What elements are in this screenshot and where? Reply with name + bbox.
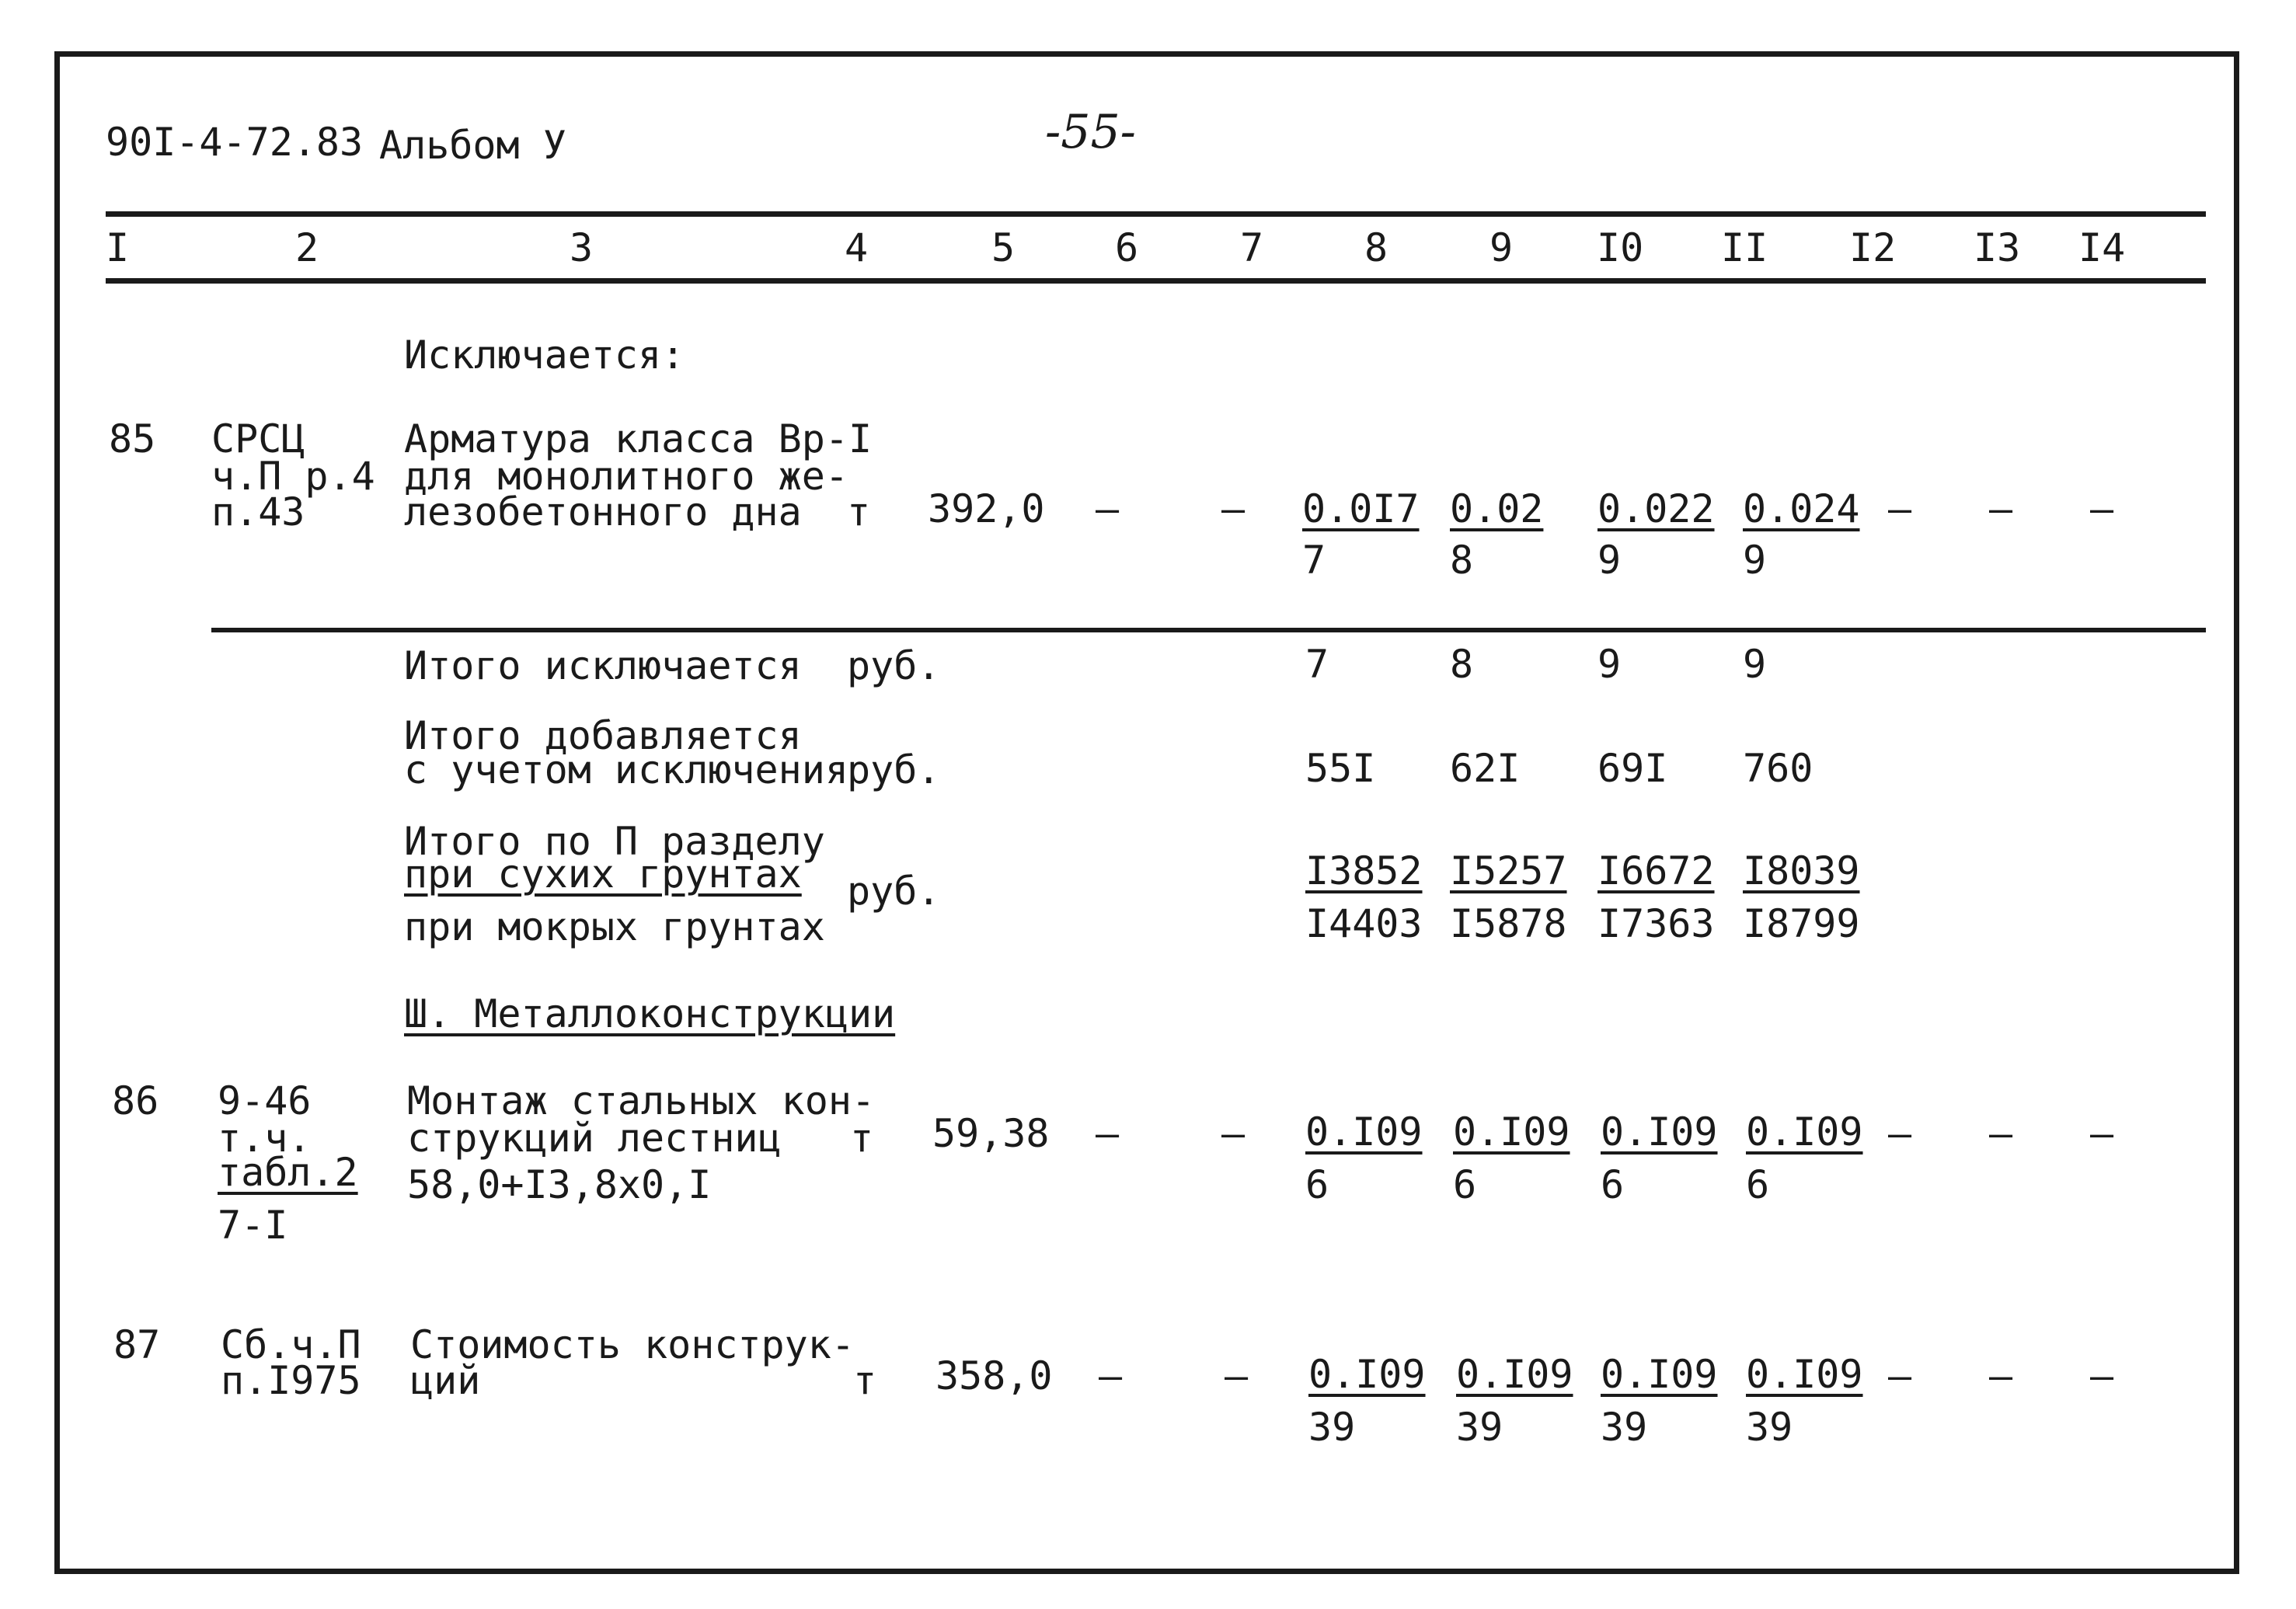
section2-dry-value: I3852	[1305, 848, 1423, 893]
row-col12: –	[1888, 486, 1912, 531]
total-excluded-value: 8	[1450, 642, 1474, 687]
rate-value: 0.I09	[1746, 1109, 1863, 1155]
row-col13: –	[1989, 1111, 2013, 1156]
row-col14: –	[2090, 1353, 2114, 1398]
row-unit: т	[847, 489, 871, 535]
col-header-2: 2	[295, 225, 319, 270]
row-col12: –	[1888, 1111, 1912, 1156]
section3-title: Ш. Металлоконструкции	[404, 991, 896, 1036]
cost-value: 39	[1746, 1405, 1793, 1450]
row-reference: п.I975	[221, 1358, 361, 1403]
row-col12: –	[1888, 1353, 1912, 1398]
row-reference: т.ч.	[218, 1116, 312, 1161]
total-excluded-value: 9	[1743, 642, 1767, 687]
section2-dry-value: I8039	[1743, 848, 1860, 893]
doc-code: 90I-4-72.83	[106, 120, 364, 165]
row-reference: ч.П р.4	[211, 454, 375, 499]
col-header-13: I3	[1974, 225, 2021, 270]
cost-value: 9	[1597, 538, 1622, 583]
total-added-unit: руб.	[847, 747, 941, 792]
rate-value: 0.I09	[1308, 1352, 1426, 1397]
row-unit: т	[853, 1358, 877, 1403]
rate-value: 0.I09	[1746, 1352, 1863, 1397]
row-reference: 7-I	[218, 1203, 288, 1248]
total-excluded-value: 7	[1305, 642, 1329, 687]
row-col13: –	[1989, 486, 2013, 531]
col-header-14: I4	[2078, 225, 2126, 270]
total-added-value: 760	[1743, 746, 1813, 791]
rate-value: 0.I09	[1601, 1352, 1718, 1397]
cost-value: 39	[1456, 1405, 1503, 1450]
row-col6: –	[1096, 1111, 1120, 1156]
row-description: Стоимость конструк-	[410, 1322, 855, 1367]
row-col14: –	[2090, 1111, 2114, 1156]
cost-value: 39	[1308, 1405, 1356, 1450]
section2-wet-value: I8799	[1743, 901, 1860, 946]
total-excluded-unit: руб.	[847, 643, 941, 688]
row-description: струкций лестниц	[407, 1116, 782, 1161]
rate-value: 0.0I7	[1302, 486, 1420, 531]
rate-value: 0.024	[1743, 486, 1860, 531]
row-col7: –	[1221, 486, 1246, 531]
row-description: для монолитного же-	[404, 454, 848, 499]
row-reference: п.43	[211, 489, 305, 535]
row-col14: –	[2090, 486, 2114, 531]
rate-value: 0.I09	[1456, 1352, 1573, 1397]
section2-wet-value: I5878	[1450, 901, 1567, 946]
section2-dry-value: I5257	[1450, 848, 1567, 893]
cost-value: 8	[1450, 538, 1474, 583]
row-quantity: 358,0	[935, 1353, 1053, 1398]
col-header-8: 8	[1364, 225, 1388, 270]
rate-value: 0.02	[1450, 486, 1544, 531]
row-col7: –	[1225, 1353, 1249, 1398]
cost-value: 39	[1601, 1405, 1648, 1450]
row-quantity: 392,0	[928, 486, 1045, 531]
rate-value: 0.022	[1597, 486, 1715, 531]
col-header-12: I2	[1849, 225, 1897, 270]
row-number: 86	[112, 1078, 159, 1123]
col-header-3: 3	[570, 225, 594, 270]
section2-unit: руб.	[847, 869, 941, 914]
col-header-10: I0	[1597, 225, 1644, 270]
row-description: лезобетонного дна	[404, 489, 802, 535]
page-number: -55-	[1045, 105, 1136, 159]
cost-value: 6	[1453, 1162, 1477, 1207]
section2-wet-value: I7363	[1597, 901, 1715, 946]
rate-value: 0.I09	[1453, 1109, 1570, 1155]
row-col6: –	[1099, 1353, 1123, 1398]
total-added-value: 69I	[1597, 746, 1668, 791]
row-col13: –	[1989, 1353, 2013, 1398]
total-added-label: Итого добавляется	[404, 713, 802, 758]
row-number: 85	[109, 416, 156, 461]
row-unit: т	[850, 1116, 874, 1161]
col-header-1: I	[106, 225, 130, 270]
row-number: 87	[113, 1322, 161, 1367]
cost-value: 7	[1302, 538, 1326, 583]
col-header-9: 9	[1489, 225, 1514, 270]
row-col7: –	[1221, 1111, 1246, 1156]
col-header-5: 5	[991, 225, 1016, 270]
cost-value: 6	[1305, 1162, 1329, 1207]
section2-wet-value: I4403	[1305, 901, 1423, 946]
row-description: 58,0+I3,8х0,I	[407, 1162, 712, 1207]
section2-wet-label: при мокрых грунтах	[404, 904, 825, 949]
cost-value: 9	[1743, 538, 1767, 583]
row-quantity: 59,38	[932, 1111, 1050, 1156]
section2-total-label: Итого по П разделу	[404, 819, 825, 864]
col-header-4: 4	[845, 225, 869, 270]
row-reference: Сб.ч.П	[221, 1322, 361, 1367]
row-reference: 9-46	[218, 1078, 312, 1123]
row-reference: табл.2	[218, 1150, 358, 1195]
totals-rule	[211, 628, 2206, 632]
cost-value: 6	[1746, 1162, 1770, 1207]
total-excluded-label: Итого исключается	[404, 643, 802, 688]
rate-value: 0.I09	[1305, 1109, 1423, 1155]
total-added-value: 55I	[1305, 746, 1376, 791]
total-excluded-value: 9	[1597, 642, 1622, 687]
section2-dry-value: I6672	[1597, 848, 1715, 893]
total-added-value: 62I	[1450, 746, 1521, 791]
col-header-7: 7	[1240, 225, 1264, 270]
header-bottom-rule	[106, 278, 2206, 284]
row-reference: СРСЦ	[211, 416, 305, 461]
section2-dry-label: при сухих грунтах	[404, 852, 802, 897]
cost-value: 6	[1601, 1162, 1625, 1207]
col-header-6: 6	[1115, 225, 1139, 270]
album-label: Альбом У	[379, 123, 566, 168]
col-header-11: II	[1721, 225, 1768, 270]
header-top-rule	[106, 211, 2206, 217]
rate-value: 0.I09	[1601, 1109, 1718, 1155]
row-col6: –	[1096, 486, 1120, 531]
row-description: Арматура класса Вр-I	[404, 416, 873, 461]
row-description: Монтаж стальных кон-	[407, 1078, 876, 1123]
row-description: ций	[410, 1358, 481, 1403]
section-excluded-label: Исключается:	[404, 333, 685, 378]
total-added-label: с учетом исключения	[404, 747, 848, 792]
